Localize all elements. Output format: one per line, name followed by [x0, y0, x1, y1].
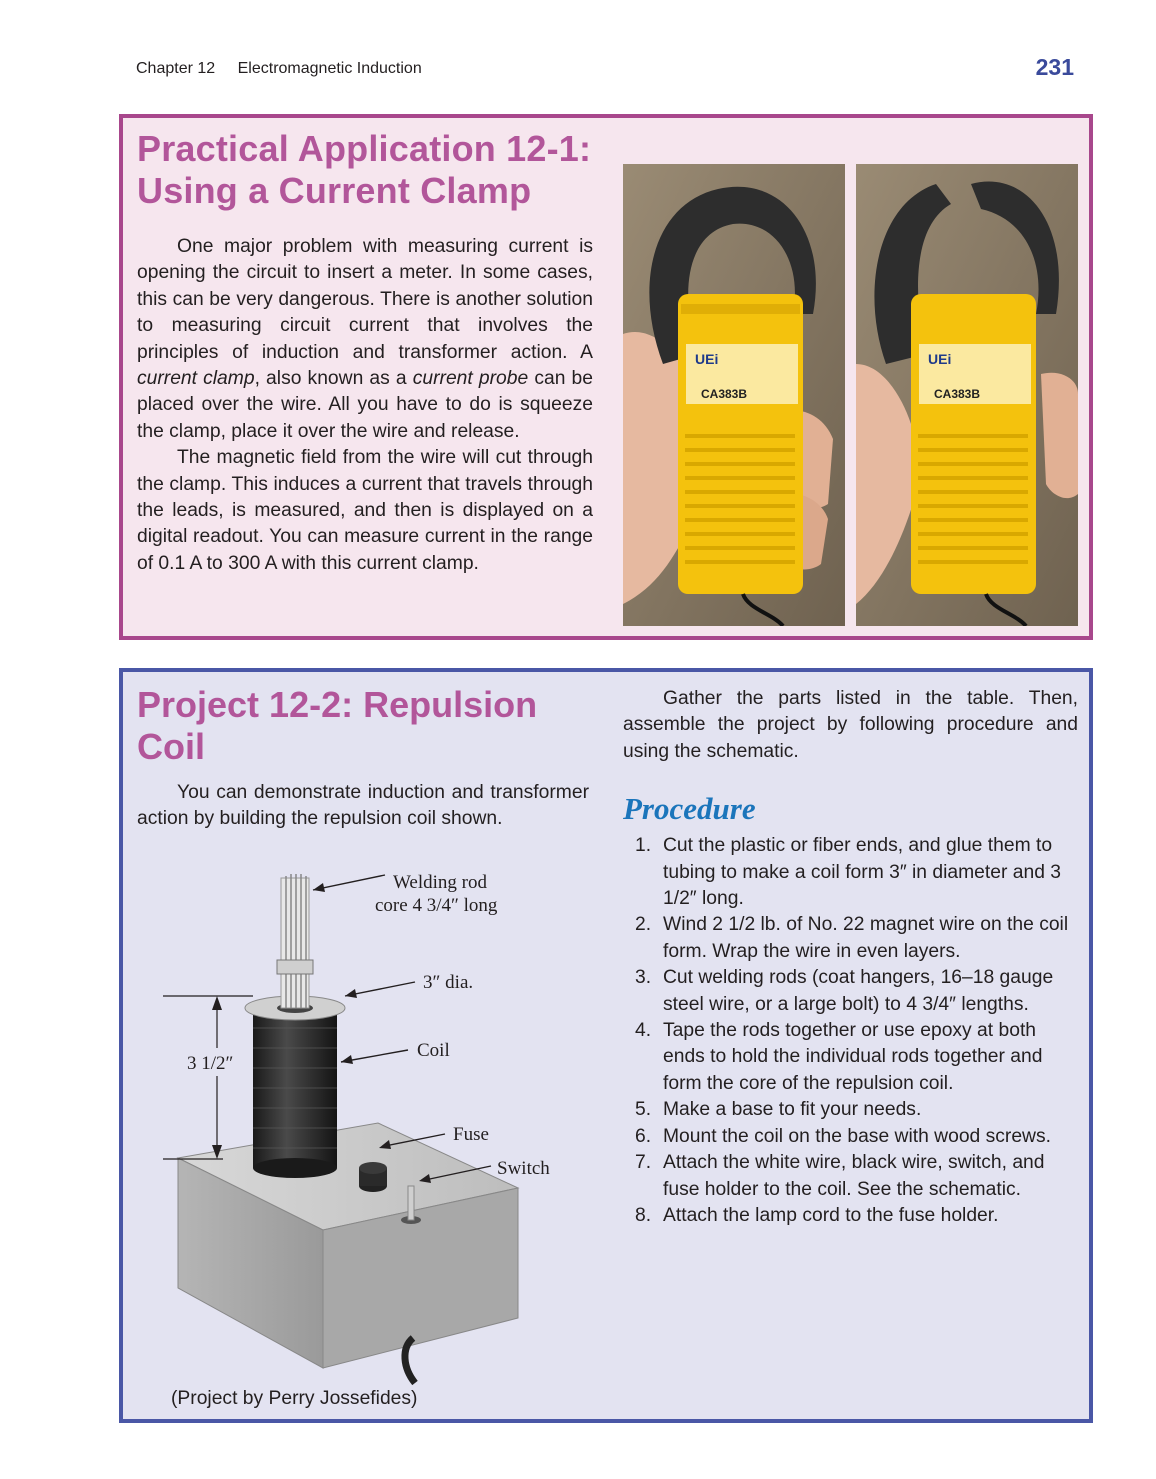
- model-label: CA383B: [701, 387, 748, 401]
- clamp-closed-illustration: [623, 164, 845, 626]
- procedure-step: [623, 1124, 1078, 1150]
- repulsion-coil-figure: [163, 868, 583, 1388]
- running-head: [136, 60, 422, 78]
- clamp-open-illustration: [856, 164, 1078, 626]
- label-height: 3 1/2″: [187, 1053, 234, 1074]
- practical-application-title: [137, 128, 591, 212]
- text-run: , also known as a: [254, 368, 413, 390]
- procedure-heading: Procedure: [623, 791, 756, 827]
- step-text: Attach the white wire, black wire, switch, and fuse holder to the coil. See the schematic.: [663, 1152, 1045, 1200]
- step-number: 7.: [635, 1152, 652, 1174]
- step-text: Attach the lamp cord to the fuse holder.: [663, 1204, 999, 1226]
- practical-application-body: [137, 234, 593, 577]
- project-box: [119, 668, 1093, 1423]
- procedure-steps: [623, 833, 1078, 1229]
- step-number: 4.: [635, 1020, 652, 1042]
- step-number: 8.: [635, 1204, 652, 1226]
- paragraph-1: [137, 234, 593, 445]
- procedure-step: [623, 1150, 1078, 1203]
- chapter-number: Chapter 12: [136, 60, 216, 77]
- switch-toggle: [408, 1186, 414, 1220]
- project-procedure-column: [623, 686, 1078, 1229]
- term-current-probe: current probe: [412, 368, 529, 390]
- figure-credit: (Project by Perry Jossefides): [171, 1388, 418, 1409]
- step-number: 1.: [635, 835, 652, 857]
- clamp-photo-open: [856, 164, 1078, 626]
- clamp-photo-closed: [623, 164, 845, 626]
- step-number: 2.: [635, 914, 652, 936]
- brand-label: UEi: [928, 351, 952, 367]
- project-intro: You can demonstrate induction and transformer action by building the repulsion coil shown.: [137, 782, 589, 830]
- dim-arrow-up: [212, 996, 222, 1010]
- procedure-step: [623, 965, 1078, 1018]
- procedure-step: [623, 1018, 1078, 1097]
- gather-paragraph: Gather the parts listed in the table. Then, assemble the project by following procedure and using the schematic.: [623, 688, 1078, 762]
- label-fuse: Fuse: [453, 1124, 489, 1145]
- step-text: Cut welding rods (coat hangers, 16–18 gauge steel wire, or a large bolt) to 4 3/4″ lengths.: [663, 967, 1054, 1015]
- label-welding-rod-2: core 4 3/4″ long: [375, 895, 498, 916]
- chapter-title: Electromagnetic Induction: [237, 60, 422, 77]
- label-welding-rod-1: Welding rod: [393, 872, 487, 893]
- procedure-step: [623, 833, 1078, 912]
- step-text: Wind 2 1/2 lb. of No. 22 magnet wire on the coil form. Wrap the wire in even layers.: [663, 914, 1069, 962]
- project-title: [137, 684, 537, 768]
- text-run: can be placed over the wire. All you have to do is squeeze the clamp, place it over the wire and release.: [137, 368, 593, 442]
- step-text: Cut the plastic or fiber ends, and glue them to tubing to make a coil form 3″ in diameter and 3 1/2″ long.: [663, 835, 1062, 910]
- title-line-2: Coil: [137, 726, 205, 767]
- step-text: Mount the coil on the base with wood screws.: [663, 1125, 1051, 1147]
- procedure-step: [623, 912, 1078, 965]
- welding-rod-core: [281, 878, 309, 1008]
- paragraph-2: The magnetic field from the wire will cut through the clamp. This induces a current that travels through the leads, is measured, and then is displayed on a digital readout. You can measure current in the range of 0.1 A to 300 A with this current clamp.: [137, 447, 593, 574]
- text-run: One major problem with measuring current is opening the circuit to insert a meter. In some cases, this can be very dangerous. There is another solution to measuring circuit current that involves the principles of induction and transformer action. A: [137, 236, 593, 363]
- rod-tape-band: [277, 960, 313, 974]
- procedure-step: [623, 1203, 1078, 1229]
- step-number: 3.: [635, 967, 652, 989]
- term-current-clamp: current clamp: [137, 368, 255, 390]
- label-dia: 3″ dia.: [423, 972, 474, 993]
- step-number: 5.: [635, 1099, 652, 1121]
- page-number: 231: [1035, 54, 1074, 80]
- label-switch: Switch: [497, 1158, 550, 1179]
- step-number: 6.: [635, 1125, 652, 1147]
- title-line-1: Practical Application 12-1:: [137, 128, 592, 169]
- brand-label: UEi: [695, 351, 719, 367]
- step-text: Make a base to fit your needs.: [663, 1099, 922, 1121]
- step-text: Tape the rods together or use epoxy at both ends to hold the individual rods together and form the core of the repulsion coil.: [663, 1020, 1043, 1094]
- title-line-1: Project 12-2: Repulsion: [137, 684, 538, 725]
- procedure-step: [623, 1097, 1078, 1123]
- practical-application-box: [119, 114, 1093, 640]
- label-coil: Coil: [417, 1040, 450, 1061]
- title-line-2: Using a Current Clamp: [137, 170, 532, 211]
- model-label: CA383B: [934, 387, 981, 401]
